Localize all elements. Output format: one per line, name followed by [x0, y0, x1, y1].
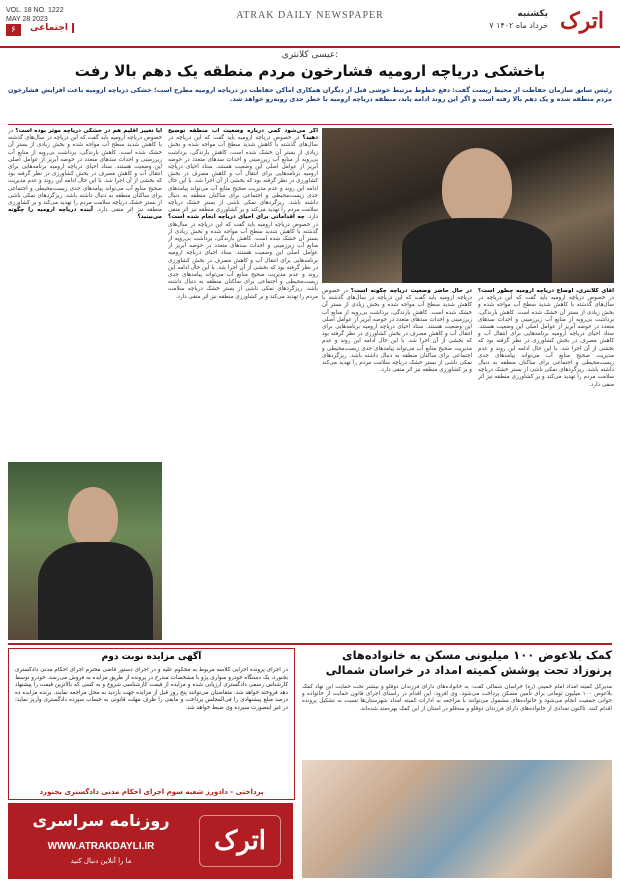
column-text: در خصوص دریاچه ارومیه باید گفت که این دریاچه در سال‌های گذشته با کاهش شدید سطح آب مواجه شده و بخش زیادی از بستر آن خشک شده است. کاهش بارندگی، برداشت بی‌رویه از منابع آب زیرزمینی و احداث سدهای متعدد در حوضه آبریز از عوامل اصلی این وضعیت هستند. ستاد احیای دریاچه ارومیه برنامه‌هایی برای انتقال آب و کاهش مصرف در بخش کشاورزی در نظر گرفته بود که بخشی از آن اجرا شد. با این حال ادامه این روند و عدم مدیریت صحیح منابع آب می‌تواند پیامدهای جدی زیست‌محیطی و اجتماعی برای ساکنان منطقه به دنبال داشته باشد. ریزگردهای نمکی ناشی از بستر خشک دریاچه سلامت مردم را تهدید می‌کند و بر کشاورزی منطقه نیز اثر منفی دارد. — [478, 295, 614, 388]
page-number: ۶ — [6, 24, 21, 36]
column-text: در خصوص دریاچه ارومیه باید گفت که این دریاچه در سال‌های گذشته با کاهش شدید سطح آب مواجه شده و بخش زیادی از بستر آن خشک شده است. کاهش بارندگی، برداشت بی‌رویه از منابع آب زیرزمینی و احداث سدهای متعدد در حوضه آبریز از عوامل اصلی این وضعیت هستند. ستاد احیای دریاچه ارومیه برنامه‌هایی برای انتقال آب و کاهش مصرف در بخش کشاورزی در نظر گرفته بود که بخشی از آن اجرا شد. با این حال ادامه این روند و عدم مدیریت صحیح منابع آب می‌تواند پیامدهای جدی زیست‌محیطی و اجتماعی برای ساکنان منطقه به دنبال داشته باشد. ریزگردهای نمکی ناشی از بستر خشک دریاچه سلامت مردم را تهدید می‌کند و بر کشاورزی منطقه نیز اثر منفی دارد. — [168, 221, 318, 300]
column-text: در خصوص دریاچه ارومیه باید گفت که این دریاچه در سال‌های گذشته با کاهش شدید سطح آب مواجه شده و بخش زیادی از بستر آن خشک شده است. کاهش بارندگی، برداشت بی‌رویه از منابع آب زیرزمینی و احداث سدهای متعدد در حوضه آبریز از عوامل اصلی این وضعیت هستند. ستاد احیای دریاچه ارومیه برنامه‌هایی برای انتقال آب و کاهش مصرف در بخش کشاورزی در نظر گرفته بود که بخشی از آن اجرا شد. با این حال ادامه این روند و عدم مدیریت صحیح منابع آب می‌تواند پیامدهای جدی زیست‌محیطی و اجتماعی برای ساکنان منطقه به دنبال داشته باشد. ریزگردهای نمکی ناشی از بستر خشک دریاچه سلامت مردم را تهدید می‌کند و بر کشاورزی منطقه نیز اثر منفی دارد. — [322, 288, 472, 374]
second-story-body: مدیرکل کمیته امداد امام خمینی (ره) خراسان شمالی گفت: به خانواده‌های دارای فرزندان دوقلو و بیشتر تحت حمایت این نهاد کمک بلاعوض ۱۰۰ میلیون تومانی برای تأمین مسکن پرداخت می‌شود. وی افزود: این اقدام در راستای اجرای قانون حمایت از خانواده و جوانی جمعیت انجام می‌شود و خانواده‌های مشمول می‌توانند با مراجعه به ادارات کمیته امداد شهرستان‌ها نسبت به تشکیل پرونده اقدام کنند. تاکنون تعدادی از خانواده‌های دارای فرزندان دوقلو و سه‌قلو در استان از این کمک بهره‌مند شده‌اند. — [302, 684, 612, 712]
question-4: چه اقداماتی برای احیای دریاچه انجام شده است؟ — [168, 214, 305, 221]
volume-number: VOL. 18 NO. 1222 — [6, 7, 64, 14]
article-column-4 — [8, 128, 162, 458]
article-column-2 — [322, 288, 472, 640]
section-divider — [8, 643, 612, 645]
ad-footer: پرداختی - دادورز شعبه سوم اجرای احکام مدنی دادگستری بجنورد — [39, 788, 264, 796]
newspaper-logo[interactable]: اترک — [559, 8, 605, 34]
second-headline[interactable]: کمک بلاعوض ۱۰۰ میلیونی مسکن به خانواده‌های پرنوزاد تحت پوشش کمیته امداد در خراسان شمالی — [325, 648, 612, 677]
auction-ad — [8, 648, 295, 800]
banner-title: روزنامه سراسری — [32, 811, 170, 830]
section-label: اجتماعی — [30, 23, 74, 33]
persian-date: ۷ خرداد ماه ۱۴۰۲ — [489, 21, 548, 30]
ad-text: در اجرای پرونده اجرایی کلاسه مربوط به محکوم علیه و در اجرای دستور قاضی محترم اجرای احکام مدنی دادگستری بجنورد، یک دستگاه خودرو سواری پژو با مشخصات مندرج در پرونده از طریق مزایده به فروش می‌رسد. خودرو توسط کارشناس رسمی دادگستری ارزیابی شده و مزایده از قیمت کارشناسی شروع و به کسی که بالاترین قیمت را پیشنهاد دهد فروخته خواهد شد. متقاضیان می‌توانند پنج روز قبل از مزایده جهت بازدید به محل مراجعه نمایند. برنده مزایده ده درصد مبلغ پیشنهادی را فی‌المجلس پرداخت و مابقی را ظرف مهلت قانونی به حساب سپرده دادگستری واریز نماید؛ در غیر اینصورت سپرده وی ضبط خواهد شد. — [15, 667, 288, 711]
banner-url[interactable]: WWW.ATRAKDAYLI.IR — [47, 841, 155, 852]
banner-logo: اترک — [199, 815, 281, 867]
banner-subtitle: ما را آنلاین دنبال کنید — [70, 857, 132, 865]
story-kicker: عیسی کلانتری: — [281, 50, 339, 60]
question-2: در حال حاضر وضعیت دریاچه چگونه است؟ — [350, 288, 472, 294]
question-5: آیا تغییر اقلیم هم در خشکی دریاچه موثر بوده است؟ — [15, 128, 162, 134]
question-1: آقای کلانتری، اوضاع دریاچه ارومیه چطور است؟ — [478, 288, 614, 294]
masthead — [0, 0, 620, 48]
main-headline[interactable]: باخشکی دریاچه ارومیه فشارخون مردم منطقه یک دهم بالا رفت — [74, 62, 546, 80]
story-lead: رئیس سابق سازمان حفاظت از محیط زیست گفت: دفع خطوط مرتبط خوشی قبل از دیگران همکاری اماکن حفاظت در دریاچه ارومیه مطرح است؛ خشکی دریاچه ارومیه باعث افزایش فشارخون مردم منطقه شده و یک دهم بالا رفته است و اگر این روند ادامه یابد، منطقه دریاچه ارومیه با خطر جدی روبه‌رو خواهد شد. — [8, 86, 612, 103]
ad-title: آگهی مزایده نوبت دوم — [101, 652, 202, 662]
question-6: آینده دریاچه ارومیه را چگونه می‌بینید؟ — [8, 207, 162, 221]
divider — [8, 124, 612, 125]
english-date: MAY 28 2023 — [6, 16, 48, 23]
column-text: در خصوص دریاچه ارومیه باید گفت که این دریاچه در سال‌های گذشته با کاهش شدید سطح آب مواجه شده و بخش زیادی از بستر آن خشک شده است. کاهش بارندگی، برداشت بی‌رویه از منابع آب زیرزمینی و احداث سدهای متعدد در حوضه آبریز از عوامل اصلی این وضعیت هستند. ستاد احیای دریاچه ارومیه برنامه‌هایی برای انتقال آب و کاهش مصرف در بخش کشاورزی در نظر گرفته بود که بخشی از آن اجرا شد. با این حال ادامه این روند و عدم مدیریت صحیح منابع آب می‌تواند پیامدهای جدی زیست‌محیطی و اجتماعی برای ساکنان منطقه به دنبال داشته باشد. ریزگردهای نمکی ناشی از بستر خشک دریاچه سلامت مردم را تهدید می‌کند و بر کشاورزی منطقه نیز اثر منفی دارد. — [168, 135, 318, 221]
volume-info — [6, 6, 64, 24]
speaker-photo — [322, 128, 614, 283]
english-name: ATRAK DAILY NEWSPAPER — [236, 10, 384, 21]
money-photo — [302, 760, 612, 878]
question-3: اگر می‌شود کمی درباره وضعیت آب منطقه توضیح دهید؟ — [168, 128, 318, 142]
interview-photo — [8, 462, 162, 640]
weekday: یکشنبه — [517, 9, 548, 19]
newspaper-banner[interactable] — [8, 803, 293, 879]
article-column-3 — [168, 128, 318, 640]
article-column-1 — [478, 288, 614, 640]
column-text: در خصوص دریاچه ارومیه باید گفت که این دریاچه در سال‌های گذشته با کاهش شدید سطح آب مواجه شده و بخش زیادی از بستر آن خشک شده است. کاهش بارندگی، برداشت بی‌رویه از منابع آب زیرزمینی و احداث سدهای متعدد در حوضه آبریز از عوامل اصلی این وضعیت هستند. ستاد احیای دریاچه ارومیه برنامه‌هایی برای انتقال آب و کاهش مصرف در بخش کشاورزی در نظر گرفته بود که بخشی از آن اجرا شد. با این حال ادامه این روند و عدم مدیریت صحیح منابع آب می‌تواند پیامدهای جدی زیست‌محیطی و اجتماعی برای ساکنان منطقه به دنبال داشته باشد. ریزگردهای نمکی ناشی از بستر خشک دریاچه سلامت مردم را تهدید می‌کند و بر کشاورزی منطقه نیز اثر منفی دارد. — [8, 128, 162, 214]
